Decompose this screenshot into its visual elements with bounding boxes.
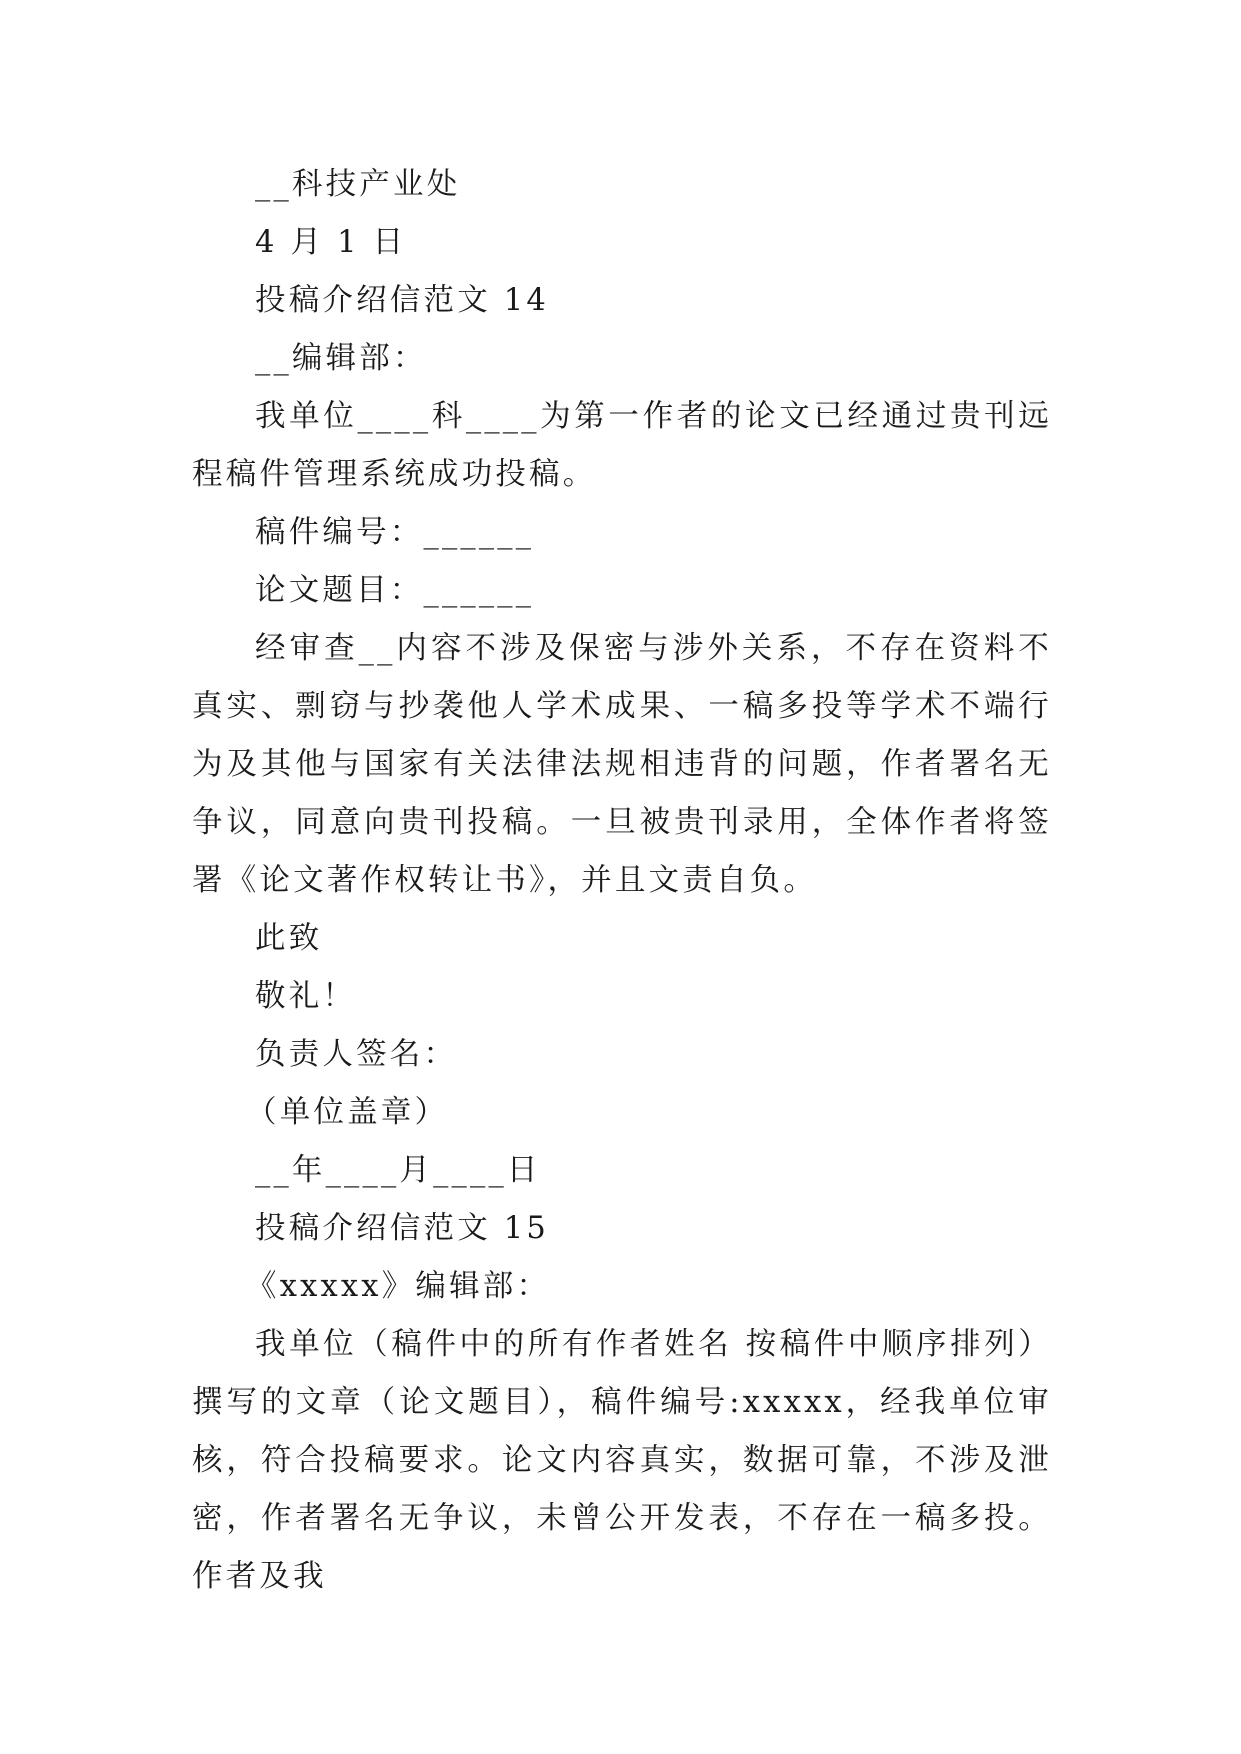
paragraph-manuscript-number: 稿件编号：______ [255,515,535,550]
paragraph-department-signature: __科技产业处 [255,167,461,202]
paragraph-editorial-salutation: 《xxxxx》编辑部： [246,1269,551,1304]
paragraph-submission-statement: 我单位____科____为第一作者的论文已经通过贵刊远程稿件管理系统成功投稿。 [192,399,1052,492]
paragraph-seal: （单位盖章） [246,1095,449,1130]
section-heading-sample-15: 投稿介绍信范文 15 [255,1211,550,1246]
paragraph-signature: 负责人签名： [255,1037,458,1072]
paragraph-review-approval: 我单位（稿件中的所有作者姓名 按稿件中顺序排列）撰写的文章（论文题目），稿件编号:xxxxx，经我单位审核，符合投稿要求。论文内容真实，数据可靠，不涉及泄密，作者署名无争议，未曾公开发表，不存在一稿多投。作者及我 [192,1327,1052,1594]
paragraph-salutation: __编辑部： [255,341,427,376]
section-heading-sample-14: 投稿介绍信范文 14 [255,283,550,318]
paragraph-closing: 此致 [255,921,323,956]
paragraph-regards: 敬礼！ [255,979,357,1014]
paragraph-date-blank: __年____月____日 [255,1153,541,1188]
paragraph-date: 4 月 1 日 [255,225,407,260]
document-body [192,156,1052,1606]
paragraph-review-statement: 经审查__内容不涉及保密与涉外关系，不存在资料不真实、剽窃与抄袭他人学术成果、一稿多投等学术不端行为及其他与国家有关法律法规相违背的问题，作者署名无争议，同意向贵刊投稿。一旦被贵刊录用，全体作者将签署《论文著作权转让书》，并且文责自负。 [192,631,1052,898]
paragraph-paper-title: 论文题目：______ [255,573,535,608]
